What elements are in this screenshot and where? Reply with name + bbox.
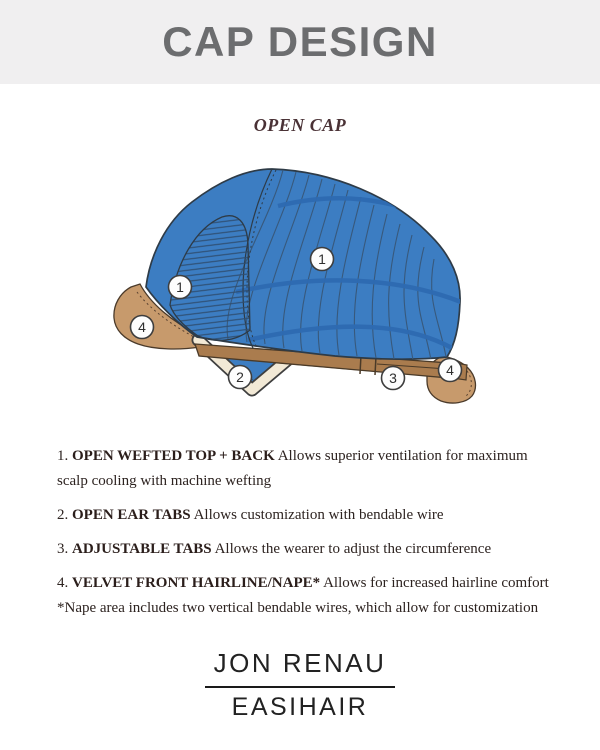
feature-1-label: OPEN WEFTED TOP + BACK bbox=[72, 448, 275, 464]
feature-item-2 bbox=[57, 503, 577, 528]
feature-2-description: Allows customization with bendable wire bbox=[193, 507, 444, 523]
callout-4-front-hairline-label: 4 bbox=[138, 318, 146, 335]
brand-line1: JON RENAU bbox=[205, 648, 396, 688]
feature-3-description: Allows the wearer to adjust the circumference bbox=[214, 541, 492, 557]
brand-logo bbox=[0, 648, 600, 722]
feature-4-footnote: *Nape area includes two vertical bendable wires, which allow for customization bbox=[57, 600, 539, 616]
callout-2-ear-tab-label: 2 bbox=[236, 368, 244, 385]
brand-line2: EASIHAIR bbox=[231, 693, 369, 721]
feature-2-label: OPEN EAR TABS bbox=[72, 507, 191, 523]
feature-1-description: Allows superior ventilation for maximum bbox=[277, 448, 528, 464]
feature-3-number: 3. bbox=[57, 541, 69, 557]
feature-4-label: VELVET FRONT HAIRLINE/NAPE* bbox=[72, 575, 321, 591]
feature-4-number: 4. bbox=[57, 575, 69, 591]
callout-2-ear-tab bbox=[229, 366, 252, 389]
callout-1-wefted-side bbox=[169, 276, 192, 299]
cap-diagram-svg bbox=[0, 152, 600, 414]
feature-item-3 bbox=[57, 537, 577, 562]
feature-2-number: 2. bbox=[57, 507, 69, 523]
callout-1-wefted-top bbox=[311, 248, 334, 271]
wefted-dome bbox=[146, 169, 462, 360]
feature-3-label: ADJUSTABLE TABS bbox=[72, 541, 212, 557]
feature-item-4 bbox=[57, 571, 577, 621]
feature-item-1 bbox=[57, 444, 577, 494]
callout-4-front-hairline bbox=[131, 316, 154, 339]
callout-4-nape-label: 4 bbox=[446, 361, 454, 378]
callout-4-nape bbox=[439, 359, 462, 382]
cap-diagram bbox=[0, 152, 600, 414]
feature-list bbox=[57, 444, 577, 630]
callout-3-adjustable-tab bbox=[382, 367, 405, 390]
feature-4-description: Allows for increased hairline comfort bbox=[323, 575, 549, 591]
page-title: CAP DESIGN bbox=[162, 18, 438, 65]
cap-style-title: OPEN CAP bbox=[253, 115, 347, 135]
callout-3-adjustable-tab-label: 3 bbox=[389, 369, 397, 386]
header-band bbox=[0, 0, 600, 84]
feature-1-description-line2: scalp cooling with machine wefting bbox=[57, 473, 272, 489]
callout-1-wefted-top-label: 1 bbox=[318, 250, 326, 267]
feature-1-number: 1. bbox=[57, 448, 69, 464]
callout-1-wefted-side-label: 1 bbox=[176, 278, 184, 295]
